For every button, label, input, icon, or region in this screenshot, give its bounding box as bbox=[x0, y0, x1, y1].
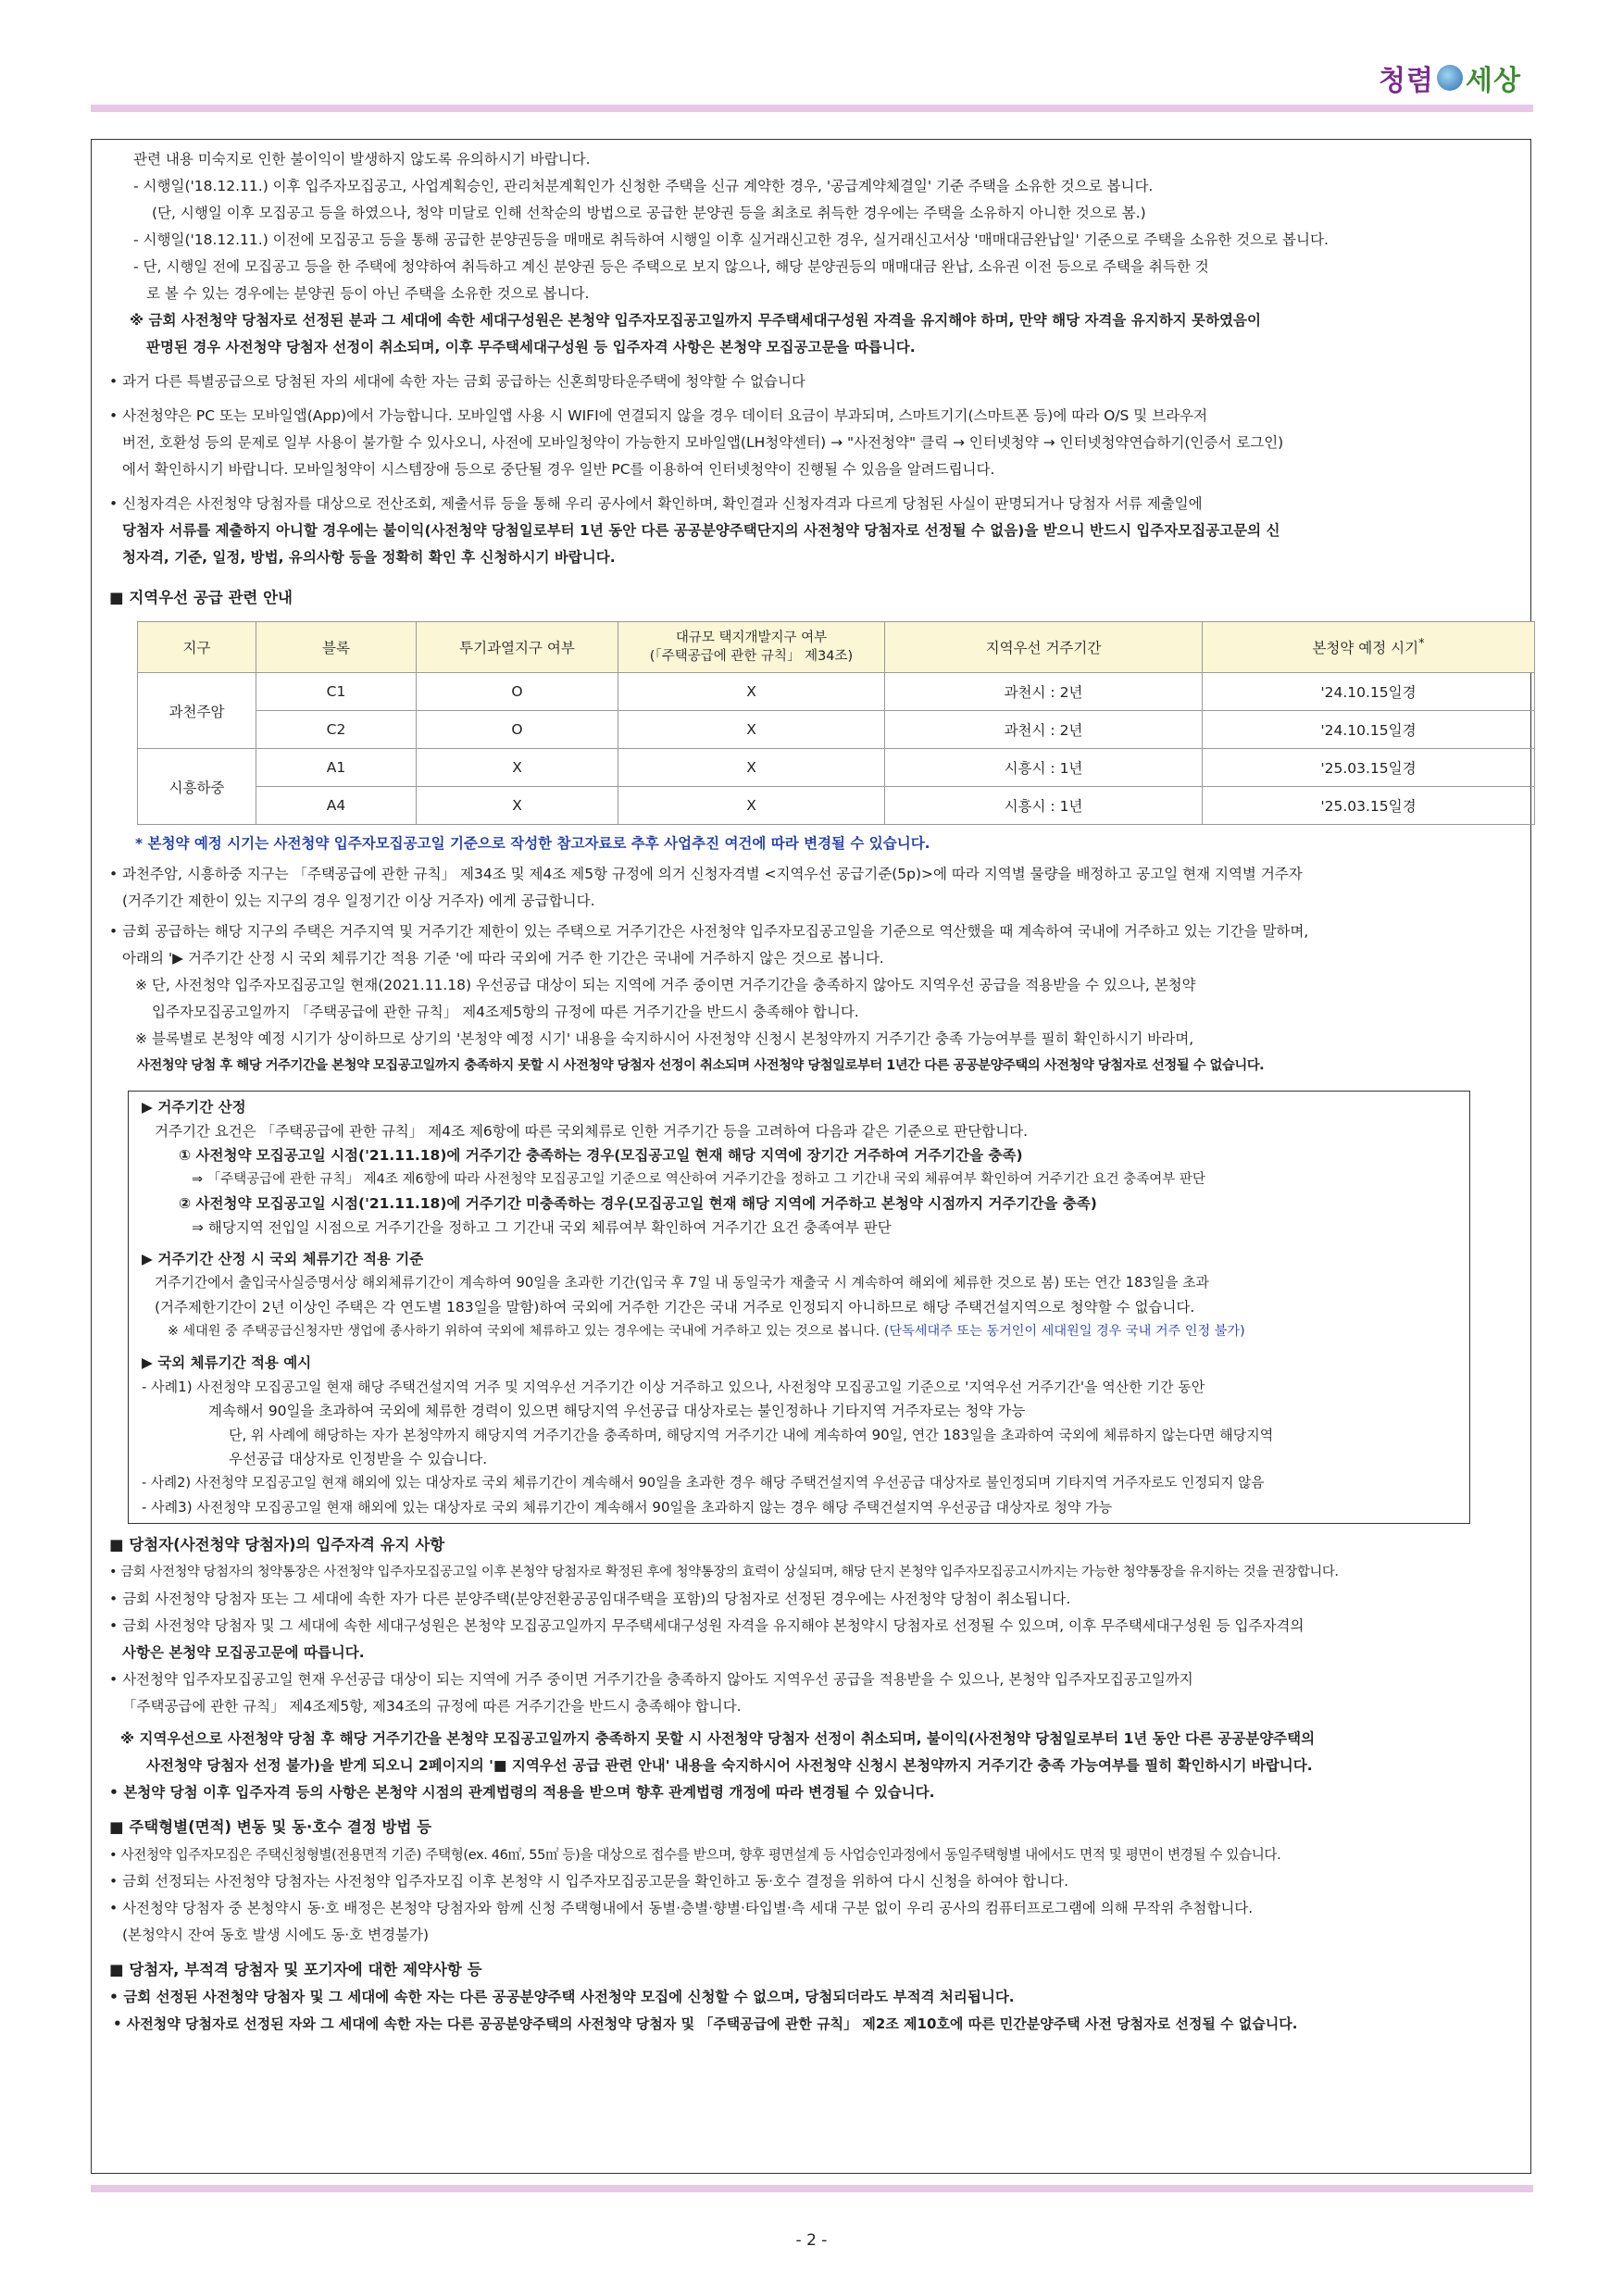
page-content bbox=[109, 146, 1517, 2038]
intro-line: 관련 내용 미숙지로 인한 불이익이 발생하지 않도록 유의하시기 바랍니다. bbox=[133, 151, 591, 168]
box-text: (거주제한기간이 2년 이상인 주택은 각 연도별 183일을 말함)하여 국외에 거주한 기간은 국내 거주로 인정되지 아니하므로 해당 주택건설지역으로 청약할 수 없습니다. bbox=[155, 1299, 1195, 1316]
intro-bullet: • 사전청약은 PC 또는 모바일앱(App)에서 가능합니다. 모바일앱 사용 시 WIFI에 연결되지 않을 경우 데이터 요금이 부과되며, 스마트기기(스마트폰 등)에 따라 O/S 및 브라우저 bbox=[109, 407, 1208, 424]
block-cell: A1 bbox=[256, 749, 417, 787]
qualification-line: • 금회 사전청약 당첨자의 청약통장은 사전청약 입주자모집공고일 이후 본청약 당첨자로 확정된 후에 청약통장의 효력이 상실되며, 해당 단지 본청약 입주자모집공고시까지는 가능한 청약통장을 유지하는 것을 권장합니다. bbox=[109, 1565, 1339, 1579]
qualification-line: • 사전청약 입주자모집공고일 현재 우선공급 대상이 되는 지역에 거주 중이면 거주기간을 충족하지 않아도 지역우선 공급을 적용받을 수 있으나, 본청약 입주자모집공고일까지 bbox=[109, 1671, 1193, 1688]
district-cell: 과천주암 bbox=[138, 673, 256, 749]
intro-line: - 시행일('18.12.11.) 이후 입주자모집공고, 사업계획승인, 관리처분계획인가 신청한 주택을 신규 계약한 경우, '공급계약체결일' 기준 주택을 소유한 것으로 봅니다. bbox=[133, 178, 1154, 194]
qualification-note: 사전청약 당첨자 선정 불가)을 받게 되오니 2페이지의 '■ 지역우선 공급 관련 안내' 내용을 숙지하시어 사전청약 신청시 본청약까지 거주기간 충족 가능여부를 필히 확인하시기 바랍니다. bbox=[146, 1757, 1313, 1774]
unit-type-section-title: ■ 주택형별(면적) 변동 및 동·호수 결정 방법 등 bbox=[109, 1818, 432, 1836]
intro-bullet: • 과거 다른 특별공급으로 당첨된 자의 세대에 속한 자는 금회 공급하는 신혼희망타운주택에 청약할 수 없습니다 bbox=[109, 373, 805, 390]
schedule-cell: '24.10.15일경 bbox=[1203, 673, 1535, 711]
intro-bullet: • 신청자격은 사전청약 당첨자를 대상으로 전산조회, 제출서류 등을 통해 우리 공사에서 확인하며, 확인결과 신청자격과 다르게 당첨된 사실이 판명되거나 당첨자 서류 제출일에 bbox=[109, 495, 1203, 512]
box-heading: ▶ 거주기간 산정 bbox=[142, 1099, 246, 1116]
box-example: 계속해서 90일을 초과하여 국외에 체류한 경력이 있으면 해당지역 우선공급 대상자로는 불인정하나 기타지역 거주자로는 청약 가능 bbox=[208, 1403, 1026, 1419]
intro-bullet: 청자격, 기준, 일정, 방법, 유의사항 등을 정확히 확인 후 신청하시기 바랍니다. bbox=[122, 549, 616, 566]
table-row bbox=[138, 711, 1535, 749]
intro-line: - 단, 시행일 전에 모집공고 등을 한 주택에 청약하여 취득하고 계신 분양권 등은 주택으로 보지 않으나, 해당 분양권등의 매매대금 완납, 소유권 이전 등으로 주택을 취득한 것 bbox=[133, 258, 1209, 275]
region-note: 아래의 '▶ 거주기간 산정 시 국외 체류기간 적용 기준 '에 따라 국외에 거주 한 기간은 국내에 거주하지 않은 것으로 봅니다. bbox=[122, 950, 884, 967]
box-example: - 사례2) 사전청약 모집공고일 현재 해외에 있는 대상자로 국외 체류기간이 계속해서 90일을 초과한 경우 해당 주택건설지역 우선공급 대상자로 불인정되며 기타지역 거주자로도 인정되지 않음 bbox=[142, 1475, 1265, 1491]
box-case: ② 사전청약 모집공고일 시점('21.11.18)에 거주기간 미충족하는 경우(모집공고일 현재 해당 지역에 거주하고 본청약 시점까지 거주기간을 충족) bbox=[179, 1195, 1097, 1212]
intro-note: 판명된 경우 사전청약 당첨자 선정이 취소되며, 이후 무주택세대구성원 등 입주자격 사항은 본청약 모집공고문을 따릅니다. bbox=[146, 339, 916, 356]
unit-type-line: • 사전청약 입주자모집은 주택신청형별(전용면적 기준) 주택형(ex. 46㎡, 55㎡ 등)을 대상으로 접수를 받으며, 향후 평면설계 등 사업승인과정에서 동일주택형별 내에서도 면적 및 평면이 변경될 수 있습니다. bbox=[109, 1847, 1281, 1863]
restriction-line: • 금회 선정된 사전청약 당첨자 및 그 세대에 속한 자는 다른 공공분양주택 사전청약 모집에 신청할 수 없으며, 당첨되더라도 부적격 처리됩니다. bbox=[109, 1989, 1015, 2005]
restriction-line: • 사전청약 당첨자로 선정된 자와 그 세대에 속한 자는 다른 공공분양주택의 사전청약 당첨자 및 「주택공급에 관한 규칙」 제2조 제10호에 따른 민간분양주택 사전 당첨자로 선정될 수 없습니다. bbox=[113, 2015, 1298, 2032]
intro-bullet: 버전, 호환성 등의 문제로 일부 사용이 불가할 수 있사오니, 사전에 모바일청약이 가능한지 모바일앱(LH청약센터) → "사전청약" 클릭 → 인터넷청약 → 인터넷청약연습하기(인증서 로그인) bbox=[122, 434, 1284, 451]
logo-globe-icon bbox=[1437, 65, 1463, 91]
bottom-divider bbox=[91, 2185, 1533, 2192]
schedule-cell: '25.03.15일경 bbox=[1203, 787, 1535, 825]
region-note: ※ 단, 사전청약 입주자모집공고일 현재(2021.11.18) 우선공급 대상이 되는 지역에 거주 중이면 거주기간을 충족하지 않아도 지역우선 공급을 적용받을 수 있으나, 본청약 bbox=[135, 977, 1196, 993]
district-cell: 시흥하중 bbox=[138, 749, 256, 825]
unit-type-line: • 금회 선정되는 사전청약 당첨자는 사전청약 입주자모집 이후 본청약 시 입주자모집공고문을 확인하고 동·호수 결정을 위하여 다시 신청을 하여야 합니다. bbox=[109, 1873, 1069, 1890]
box-heading: ▶ 국외 체류기간 적용 예시 bbox=[142, 1354, 312, 1371]
qualification-line: • 금회 사전청약 당첨자 또는 그 세대에 속한 자가 다른 분양주택(분양전환공공임대주택을 포함)의 당첨자로 선정된 경우에는 사전청약 당첨이 취소됩니다. bbox=[109, 1591, 1071, 1607]
region-note: • 금회 공급하는 해당 지구의 주택은 거주지역 및 거주기간 제한이 있는 주택으로 거주기간은 사전청약 입주자모집공고일을 기준으로 역산했을 때 계속하여 국내에 거주하고 있는 기간을 말하며, bbox=[109, 923, 1309, 940]
speculation-cell: X bbox=[417, 787, 618, 825]
large-site-cell: X bbox=[618, 749, 885, 787]
residency-cell: 과천시 : 2년 bbox=[885, 673, 1203, 711]
box-text: 거주기간 요건은 「주택공급에 관한 규칙」 제4조 제6항에 따른 국외체류로 인한 거주기간 등을 고려하여 다음과 같은 기준으로 판단합니다. bbox=[155, 1123, 1029, 1140]
page-number: - 2 - bbox=[795, 2231, 828, 2250]
intro-bullet: 에서 확인하시기 바랍니다. 모바일청약이 시스템장애 등으로 중단될 경우 일반 PC를 이용하여 인터넷청약이 진행될 수 있음을 알려드립니다. bbox=[122, 461, 995, 478]
region-note: (거주기간 제한이 있는 지구의 경우 일정기간 이상 거주자) 에게 공급합니다. bbox=[122, 892, 595, 909]
residency-cell: 시흥시 : 1년 bbox=[885, 787, 1203, 825]
logo bbox=[1379, 57, 1521, 98]
col-large-site-sub: (「주택공급에 관한 규칙」 제34조) bbox=[649, 649, 854, 664]
region-table bbox=[137, 621, 1535, 825]
box-case: ⇒ 「주택공급에 관한 규칙」 제4조 제6항에 따라 사전청약 모집공고일 기준으로 역산하여 거주기간을 정하고 그 기간내 국외 체류여부 확인하여 거주기간 요건 충족여부 판단 bbox=[192, 1172, 1205, 1187]
col-large-site-label: 대규모 택지개발지구 여부 bbox=[675, 630, 828, 645]
qualification-line: • 금회 사전청약 당첨자 및 그 세대에 속한 세대구성원은 본청약 모집공고일까지 무주택세대구성원 자격을 유지해야 본청약시 당첨자로 선정될 수 있으며, 이후 무주택세대구성원 등 입주자격의 bbox=[109, 1617, 1305, 1634]
intro-line: - 시행일('18.12.11.) 이전에 모집공고 등을 통해 공급한 분양권등을 매매로 취득하여 시행일 이후 실거래신고한 경우, 실거래신고서상 '매매대금완납일' 기준으로 주택을 소유한 것으로 봅니다. bbox=[133, 231, 1329, 248]
top-divider bbox=[91, 105, 1533, 112]
region-note: 사전청약 당첨 후 해당 거주기간을 본청약 모집공고일까지 충족하지 못할 시 사전청약 당첨자 선정이 취소되며 사전청약 당첨일로부터 1년간 다른 공공분양주택의 사전청약 당첨자로 선정될 수 없습니다. bbox=[137, 1058, 1265, 1073]
intro-note: ※ 금회 사전청약 당첨자로 선정된 분과 그 세대에 속한 세대구성원은 본청약 입주자모집공고일까지 무주택세대구성원 자격을 유지해야 하며, 만약 해당 자격을 유지하지 못하였음이 bbox=[130, 312, 1261, 329]
box-example: - 사례1) 사전청약 모집공고일 현재 해당 주택건설지역 거주 및 지역우선 거주기간 이상 거주하고 있으나, 사전청약 모집공고일 기준으로 '지역우선 거주기간'을 역산한 기간 동안 bbox=[142, 1379, 1205, 1395]
region-section-title: ■ 지역우선 공급 관련 안내 bbox=[109, 589, 293, 606]
box-text: 거주기간에서 출입국사실증명서상 해외체류기간이 계속하여 90일을 초과한 기간(입국 후 7일 내 동일국가 재출국 시 계속하여 해외에 체류한 것으로 봄) 또는 연간 183일을 초과 bbox=[155, 1275, 1209, 1291]
unit-type-line: • 사전청약 당첨자 중 본청약시 동·호 배정은 본청약 당첨자와 함께 신청 주택형내에서 동별·층별·향별·타입별·측 세대 구분 없이 우리 공사의 컴퓨터프로그램에 의해 무작위 추첨합니다. bbox=[109, 1900, 1254, 1916]
qualification-line: 「주택공급에 관한 규칙」 제4조제5항, 제34조의 규정에 따른 거주기간을 반드시 충족해야 합니다. bbox=[122, 1698, 742, 1715]
region-note: 입주자모집공고일까지 「주택공급에 관한 규칙」 제4조제5항의 규정에 따른 거주기간을 반드시 충족해야 합니다. bbox=[152, 1004, 859, 1020]
intro-line: (단, 시행일 이후 모집공고 등을 하였으나, 청약 미달로 인해 선착순의 방법으로 공급한 분양권 등을 최초로 취득한 경우에는 주택을 소유하지 아니한 것으로 봄.) bbox=[152, 205, 1146, 221]
large-site-cell: X bbox=[618, 787, 885, 825]
col-block: 블록 bbox=[256, 622, 417, 673]
col-residency: 지역우선 거주기간 bbox=[885, 622, 1203, 673]
speculation-cell: O bbox=[417, 673, 618, 711]
region-note: ※ 블록별로 본청약 예정 시기가 상이하므로 상기의 '본청약 예정 시기' 내용을 숙지하시어 사전청약 신청시 본청약까지 거주기간 충족 가능여부를 필히 확인하시기 바라며, bbox=[135, 1030, 1194, 1047]
qualification-line: 사항은 본청약 모집공고문에 따릅니다. bbox=[122, 1644, 365, 1661]
box-note-highlight: (단독세대주 또는 동거인이 세대원일 경우 국내 거주 인정 불가) bbox=[883, 1324, 1245, 1339]
intro-bullet: 당첨자 서류를 제출하지 아니할 경우에는 불이익(사전청약 당첨일로부터 1년 동안 다른 공공분양주택단지의 사전청약 당첨자로 선정될 수 없음)을 받으니 반드시 입주자모집공고문의 신 bbox=[122, 522, 1280, 539]
table-row bbox=[138, 673, 1535, 711]
box-case: ① 사전청약 모집공고일 시점('21.11.18)에 거주기간 충족하는 경우(모집공고일 현재 해당 지역에 장기간 거주하여 거주기간을 충족) bbox=[179, 1147, 1023, 1164]
qualification-section-title: ■ 당첨자(사전청약 당첨자)의 입주자격 유지 사항 bbox=[109, 1536, 445, 1554]
region-note: • 과천주암, 시흥하중 지구는 「주택공급에 관한 규칙」 제34조 및 제4조 제5항 규정에 의거 신청자격별 <지역우선 공급기준(5p)>에 따라 지역별 물량을 배정하고 공고일 현재 지역별 거주자 bbox=[109, 866, 1303, 882]
logo-text-2: 세상 bbox=[1466, 65, 1521, 97]
box-text bbox=[142, 1319, 1469, 1343]
box-example: 우선공급 대상자로 인정받을 수 있습니다. bbox=[229, 1451, 488, 1467]
block-cell: C1 bbox=[256, 673, 417, 711]
box-example: 단, 위 사례에 해당하는 자가 본청약까지 해당지역 거주기간을 충족하며, 해당지역 거주기간 내에 계속하여 90일, 연간 183일을 초과하여 국외에 체류하지 않는다면 해당지역 bbox=[229, 1427, 1274, 1443]
speculation-cell: X bbox=[417, 749, 618, 787]
qualification-note: ※ 지역우선으로 사전청약 당첨 후 해당 거주기간을 본청약 모집공고일까지 충족하지 못할 시 사전청약 당첨자 선정이 취소되며, 불이익(사전청약 당첨일로부터 1년 동안 다른 공공분양주택의 bbox=[120, 1730, 1316, 1747]
residency-cell: 과천시 : 2년 bbox=[885, 711, 1203, 749]
col-main-subscription-label: 본청약 예정 시기 bbox=[1312, 640, 1419, 657]
unit-type-line: (본청약시 잔여 동호 발생 시에도 동·호 변경불가) bbox=[122, 1927, 430, 1943]
speculation-cell: O bbox=[417, 711, 618, 749]
residency-cell: 시흥시 : 1년 bbox=[885, 749, 1203, 787]
large-site-cell: X bbox=[618, 711, 885, 749]
table-footnote: * 본청약 예정 시기는 사전청약 입주자모집공고일 기준으로 작성한 참고자료로 추후 사업추진 여건에 따라 변경될 수 있습니다. bbox=[135, 835, 930, 852]
intro-line: 로 볼 수 있는 경우에는 분양권 등이 아닌 주택을 소유한 것으로 봅니다. bbox=[146, 285, 590, 302]
box-heading: ▶ 거주기간 산정 시 국외 체류기간 적용 기준 bbox=[142, 1251, 424, 1267]
box-case: ⇒ 해당지역 전입일 시점으로 거주기간을 정하고 그 기간내 국외 체류여부 확인하여 거주기간 요건 충족여부 판단 bbox=[192, 1219, 892, 1236]
col-district: 지구 bbox=[138, 622, 256, 673]
block-cell: C2 bbox=[256, 711, 417, 749]
large-site-cell: X bbox=[618, 673, 885, 711]
col-large-site bbox=[618, 622, 885, 673]
residency-info-box bbox=[128, 1091, 1470, 1524]
col-main-subscription bbox=[1203, 622, 1535, 673]
col-speculation: 투기과열지구 여부 bbox=[417, 622, 618, 673]
schedule-cell: '24.10.15일경 bbox=[1203, 711, 1535, 749]
box-example: - 사례3) 사전청약 모집공고일 현재 해외에 있는 대상자로 국외 체류기간이 계속해서 90일을 초과하지 않는 경우 해당 주택건설지역 우선공급 대상자로 청약 가능 bbox=[142, 1499, 1113, 1516]
schedule-cell: '25.03.15일경 bbox=[1203, 749, 1535, 787]
col-footnote-mark: * bbox=[1418, 636, 1425, 651]
table-row bbox=[138, 749, 1535, 787]
block-cell: A4 bbox=[256, 787, 417, 825]
logo-text: 청렴 bbox=[1379, 65, 1435, 97]
box-note: ※ 세대원 중 주택공급신청자만 생업에 종사하기 위하여 국외에 체류하고 있는 경우에는 국내에 거주하고 있는 것으로 봅니다. bbox=[168, 1324, 880, 1339]
table-row bbox=[138, 787, 1535, 825]
qualification-line: • 본청약 당첨 이후 입주자격 등의 사항은 본청약 시점의 관계법령의 적용을 받으며 향후 관계법령 개정에 따라 변경될 수 있습니다. bbox=[109, 1784, 935, 1801]
restriction-section-title: ■ 당첨자, 부적격 당첨자 및 포기자에 대한 제약사항 등 bbox=[109, 1961, 482, 1978]
